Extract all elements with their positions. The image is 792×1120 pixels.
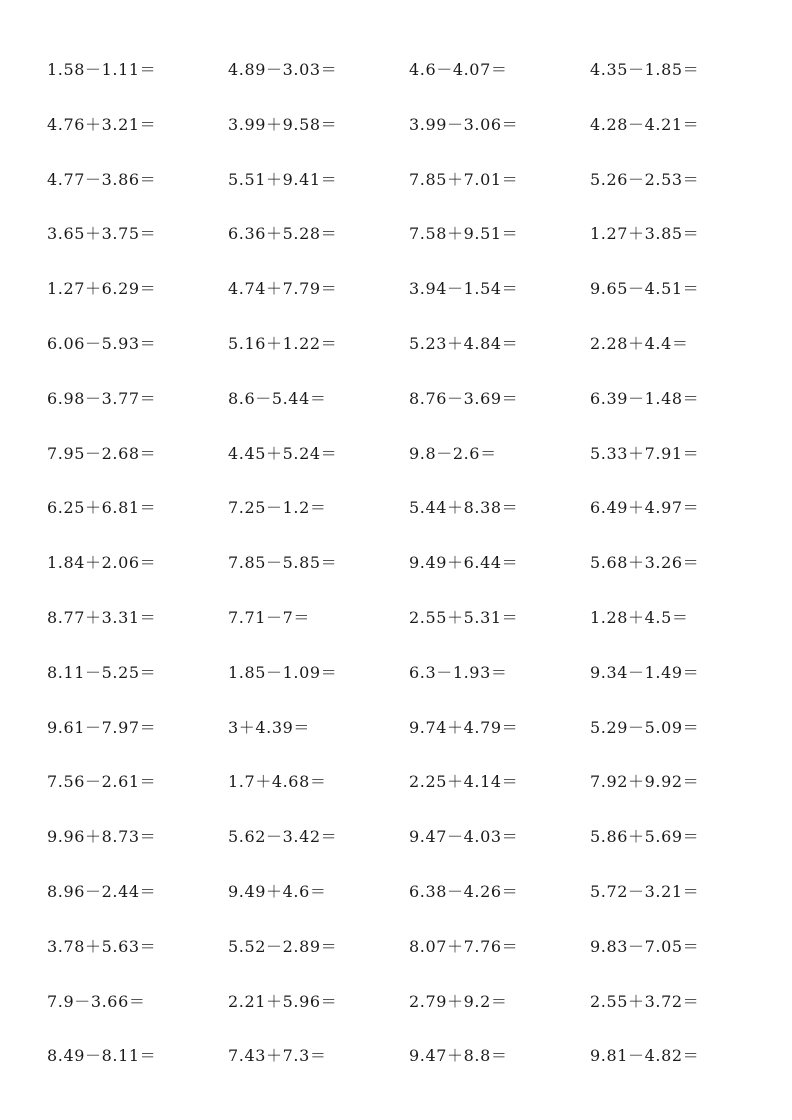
arithmetic-problem: 4.6－4.07＝ [409,60,508,79]
arithmetic-problem: 9.49＋6.44＝ [409,553,519,573]
problem-row [0,987,792,1017]
arithmetic-problem: 3.99＋9.58＝ [228,114,338,134]
arithmetic-problem: 5.52－2.89＝ [228,936,338,956]
arithmetic-problem: 5.72－3.21＝ [590,882,700,901]
arithmetic-problem: 9.65－4.51＝ [590,279,700,299]
problem-row [0,493,792,523]
arithmetic-problem: 4.89－3.03＝ [228,60,338,79]
arithmetic-problem: 7.25－1.2＝ [228,498,327,518]
arithmetic-problem: 7.85＋7.01＝ [409,169,519,189]
arithmetic-problem: 4.35－1.85＝ [590,60,700,79]
arithmetic-problem: 9.49＋4.6＝ [228,882,327,901]
arithmetic-problem: 7.92＋9.92＝ [590,772,700,792]
arithmetic-problem: 7.56－2.61＝ [47,772,157,792]
arithmetic-problem: 1.58－1.11＝ [47,60,157,79]
arithmetic-problem: 4.74＋7.79＝ [228,279,338,299]
arithmetic-problem: 3.65＋3.75＝ [47,224,157,244]
arithmetic-problem: 9.61－7.97＝ [47,717,157,737]
problem-row [0,329,792,359]
arithmetic-problem: 4.45＋5.24＝ [228,443,338,463]
problem-row [0,767,792,797]
problem-row [0,384,792,414]
arithmetic-problem: 4.28－4.21＝ [590,114,700,134]
arithmetic-problem: 5.44＋8.38＝ [409,498,519,518]
arithmetic-problem: 9.74＋4.79＝ [409,717,519,737]
arithmetic-problem: 6.3－1.93＝ [409,662,508,682]
problem-row [0,713,792,743]
arithmetic-problem: 8.07＋7.76＝ [409,936,519,956]
arithmetic-problem: 8.6－5.44＝ [228,388,327,408]
arithmetic-problem: 1.27＋6.29＝ [47,279,157,299]
arithmetic-problem: 6.49＋4.97＝ [590,498,700,518]
arithmetic-problem: 7.43＋7.3＝ [228,1046,327,1066]
arithmetic-problem: 7.58＋9.51＝ [409,224,519,244]
arithmetic-problem: 7.9－3.66＝ [47,991,146,1011]
arithmetic-problem: 1.27＋3.85＝ [590,224,700,244]
problem-row [0,658,792,688]
arithmetic-problem: 3.78＋5.63＝ [47,936,157,956]
problem-row [0,1041,792,1071]
arithmetic-problem: 9.47＋8.8＝ [409,1046,508,1066]
arithmetic-problem: 8.96－2.44＝ [47,882,157,901]
arithmetic-problem: 5.16＋1.22＝ [228,334,338,353]
problem-row [0,932,792,962]
arithmetic-problem: 7.95－2.68＝ [47,443,157,463]
problem-row [0,55,792,85]
arithmetic-problem: 2.28＋4.4＝ [590,334,689,353]
arithmetic-problem: 7.85－5.85＝ [228,553,338,573]
problem-row [0,548,792,578]
arithmetic-problem: 9.81－4.82＝ [590,1046,700,1066]
arithmetic-problem: 4.77－3.86＝ [47,169,157,189]
problem-row [0,822,792,852]
arithmetic-problem: 8.49－8.11＝ [47,1046,157,1066]
arithmetic-problem: 8.77＋3.31＝ [47,608,157,627]
arithmetic-problem: 5.26－2.53＝ [590,169,700,189]
arithmetic-problem: 1.84＋2.06＝ [47,553,157,573]
arithmetic-problem: 2.55＋3.72＝ [590,991,700,1011]
arithmetic-problem: 2.21＋5.96＝ [228,991,338,1011]
arithmetic-problem: 3＋4.39＝ [228,717,311,737]
arithmetic-problem: 2.25＋4.14＝ [409,772,519,792]
problem-row [0,274,792,304]
arithmetic-problem: 1.7＋4.68＝ [228,772,327,792]
arithmetic-problem: 7.71－7＝ [228,608,311,627]
arithmetic-problem: 5.23＋4.84＝ [409,334,519,353]
arithmetic-problem: 3.94－1.54＝ [409,279,519,299]
arithmetic-problem: 6.36＋5.28＝ [228,224,338,244]
arithmetic-problem: 6.38－4.26＝ [409,882,519,901]
arithmetic-problem: 6.06－5.93＝ [47,334,157,353]
arithmetic-problem: 5.68＋3.26＝ [590,553,700,573]
arithmetic-problem: 9.8－2.6＝ [409,443,497,463]
problem-row [0,110,792,140]
arithmetic-problem: 8.76－3.69＝ [409,388,519,408]
problem-row [0,877,792,907]
arithmetic-problem: 9.83－7.05＝ [590,936,700,956]
arithmetic-problem: 1.85－1.09＝ [228,662,338,682]
arithmetic-problem: 4.76＋3.21＝ [47,114,157,134]
arithmetic-problem: 6.25＋6.81＝ [47,498,157,518]
problem-row [0,219,792,249]
arithmetic-problem: 5.29－5.09＝ [590,717,700,737]
problem-row [0,439,792,469]
problem-row [0,603,792,633]
arithmetic-problem: 5.51＋9.41＝ [228,169,338,189]
arithmetic-problem: 6.98－3.77＝ [47,388,157,408]
arithmetic-problem: 2.55＋5.31＝ [409,608,519,627]
arithmetic-problem: 8.11－5.25＝ [47,662,157,682]
arithmetic-problem: 6.39－1.48＝ [590,388,700,408]
problem-row [0,165,792,195]
arithmetic-problem: 5.86＋5.69＝ [590,827,700,847]
arithmetic-problem: 9.96＋8.73＝ [47,827,157,847]
arithmetic-problem: 1.28＋4.5＝ [590,608,689,627]
arithmetic-problem: 2.79＋9.2＝ [409,991,508,1011]
arithmetic-problem: 5.33＋7.91＝ [590,443,700,463]
arithmetic-problem: 3.99－3.06＝ [409,114,519,134]
arithmetic-problem: 9.47－4.03＝ [409,827,519,847]
arithmetic-problem: 5.62－3.42＝ [228,827,338,847]
arithmetic-problem: 9.34－1.49＝ [590,662,700,682]
